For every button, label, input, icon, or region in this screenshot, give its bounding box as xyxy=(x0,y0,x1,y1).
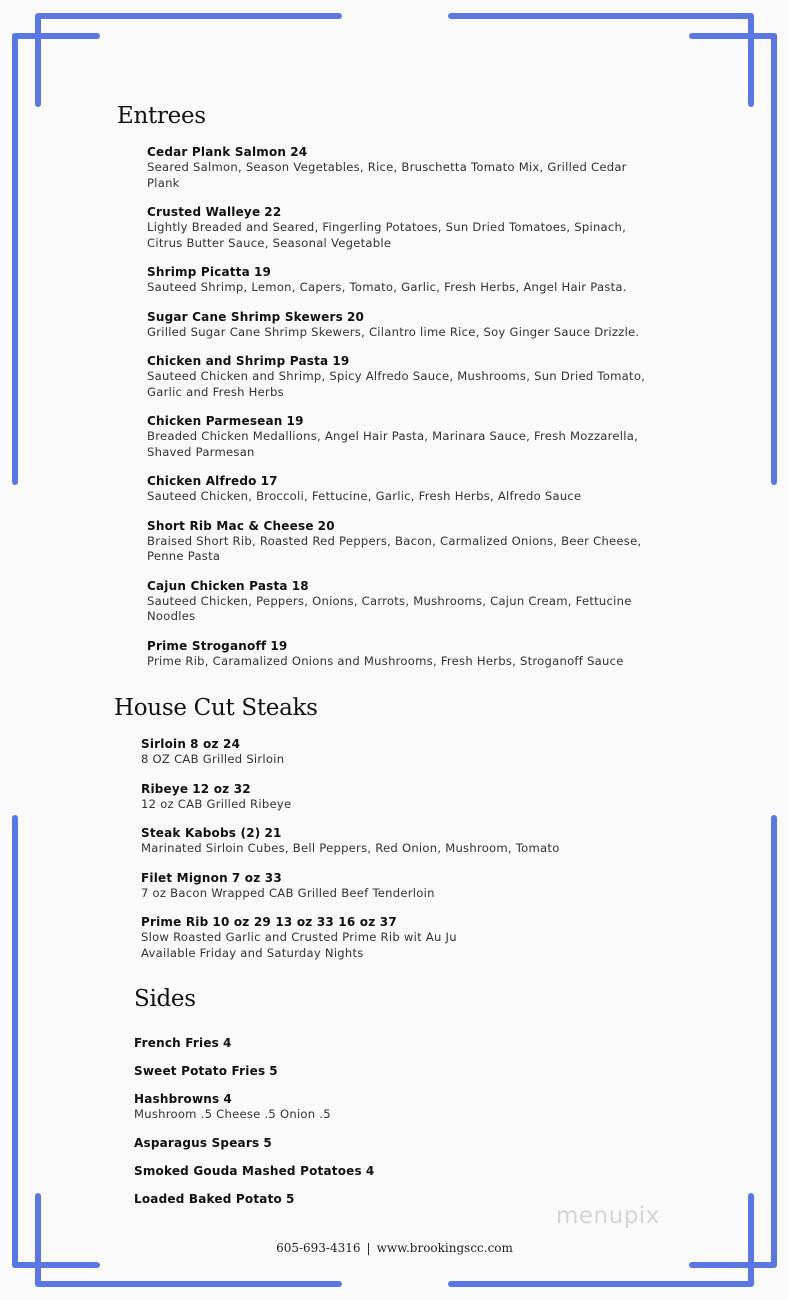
frame-bar-left-lower-inner xyxy=(35,1193,41,1287)
menu-item-description xyxy=(147,489,645,505)
menu-item-name: Loaded Baked Potato xyxy=(134,1191,282,1206)
menu-item-description xyxy=(147,369,645,400)
frame-bar-top-right-inner xyxy=(689,33,777,39)
menu-item-name: Sweet Potato Fries xyxy=(134,1064,266,1078)
menu-item-name: French Fries xyxy=(134,1036,220,1050)
menu-item-description-line: Braised Short Rib, Roasted Red Peppers, Bacon, Carmalized Onions, Beer Cheese, xyxy=(147,533,642,548)
menu-item xyxy=(147,638,645,670)
menu-item-description xyxy=(141,797,560,813)
menupix-watermark: menupix xyxy=(556,1203,660,1229)
frame-bar-top-right xyxy=(448,13,753,19)
menu-item-header xyxy=(141,781,560,797)
menu-item-price: 19 xyxy=(286,414,304,428)
menu-item-price: 10 oz 29 13 oz 33 16 oz 37 xyxy=(212,915,397,929)
frame-bar-top-left-inner xyxy=(12,33,100,39)
menu-item-description-line: Lightly Breaded and Seared, Fingerling Potatoes, Sun Dried Tomatoes, Spinach, xyxy=(147,220,627,234)
menu-item-description-line: Penne Pasta xyxy=(147,549,221,563)
menu-item xyxy=(134,1063,374,1079)
menu-item-price: 7 oz 33 xyxy=(231,870,282,885)
menu-item-description-line: Marinated Sirloin Cubes, Bell Peppers, Red Onion, Mushroom, Tomato xyxy=(141,841,560,855)
menu-item-description xyxy=(147,534,645,565)
menu-item-name: Chicken and Shrimp Pasta xyxy=(147,354,329,368)
menu-item-header xyxy=(147,309,645,325)
menu-item-header xyxy=(147,204,645,220)
menu-item-header xyxy=(141,825,560,841)
menu-item-name: Steak Kabobs (2) xyxy=(141,826,261,840)
menu-item-description xyxy=(147,654,645,670)
menu-item-description-line: 7 oz Bacon Wrapped CAB Grilled Beef Tenderloin xyxy=(141,885,435,900)
menu-item-price: 24 xyxy=(290,145,308,159)
menu-item-header xyxy=(141,736,560,752)
menu-item-description-line: Breaded Chicken Medallions, Angel Hair Pasta, Marinara Sauce, Fresh Mozzarella, xyxy=(147,429,639,443)
menu-item-price: 20 xyxy=(346,309,365,324)
menu-item-price: 17 xyxy=(260,474,278,488)
menu-item-description-line: Sauteed Chicken, Peppers, Onions, Carrots, Mushrooms, Cajun Cream, Fettucine xyxy=(147,593,632,608)
footer-separator: | xyxy=(366,1241,371,1255)
menu-item xyxy=(147,353,645,400)
menu-item xyxy=(147,473,645,505)
sides-list xyxy=(134,1035,374,1219)
frame-bar-right-lower-inner xyxy=(748,1193,754,1287)
menu-item-name: Asparagus Spears xyxy=(134,1135,260,1150)
menu-item-description-line: Noodles xyxy=(147,609,196,623)
menu-item-description-line: 8 OZ CAB Grilled Sirloin xyxy=(141,752,285,766)
menu-item-name: Smoked Gouda Mashed Potatoes xyxy=(134,1163,362,1178)
menu-item-price: 8 oz 24 xyxy=(190,737,241,751)
menu-item-name: Cajun Chicken Pasta xyxy=(147,578,288,593)
frame-bar-left-lower xyxy=(12,815,18,1267)
menu-item-header xyxy=(134,1035,374,1051)
menu-item-price: 5 xyxy=(269,1064,278,1078)
menu-item-name: Cedar Plank Salmon xyxy=(147,145,287,159)
menu-item-header xyxy=(147,413,645,429)
menu-item-header xyxy=(147,264,645,280)
menu-item xyxy=(134,1035,374,1051)
frame-bar-bottom-left xyxy=(37,1281,342,1287)
entrees-heading: Entrees xyxy=(117,103,206,129)
menu-item-price: 18 xyxy=(291,578,309,593)
menu-item-description-line: Grilled Sugar Cane Shrimp Skewers, Cilantro lime Rice, Soy Ginger Sauce Drizzle. xyxy=(147,324,640,339)
sides-heading: Sides xyxy=(134,986,196,1012)
menu-item-header xyxy=(141,870,560,886)
menu-item-name: Prime Stroganoff xyxy=(147,638,267,653)
menu-item-header xyxy=(134,1163,374,1179)
steaks-heading: House Cut Steaks xyxy=(114,695,318,721)
menu-item-name: Filet Mignon xyxy=(141,870,228,885)
menu-item-description xyxy=(134,1107,374,1123)
menu-item-description xyxy=(141,841,560,857)
menu-item-price: 4 xyxy=(223,1092,232,1106)
menu-item-description-line: Available Friday and Saturday Nights xyxy=(141,945,364,960)
menu-item-header xyxy=(147,638,645,654)
menu-item-name: Sirloin xyxy=(141,737,187,751)
menu-item-description xyxy=(147,594,645,625)
menu-item-header xyxy=(134,1091,374,1107)
menu-item-price: 5 xyxy=(263,1135,272,1150)
frame-bar-bottom-right xyxy=(448,1281,753,1287)
menu-item-description-line: Prime Rib, Caramalized Onions and Mushrooms, Fresh Herbs, Stroganoff Sauce xyxy=(147,653,624,668)
menu-item-name: Hashbrowns xyxy=(134,1092,220,1106)
menu-item-name: Chicken Alfredo xyxy=(147,474,257,488)
menu-item xyxy=(134,1191,374,1207)
frame-bar-top-left xyxy=(37,13,342,19)
menu-item-description xyxy=(147,160,645,191)
menu-item-price: 19 xyxy=(332,354,350,368)
menu-item-description-line: Shaved Parmesan xyxy=(147,444,255,459)
menu-item xyxy=(147,518,645,565)
menu-item xyxy=(147,204,645,251)
menu-item-description-line: Sauteed Chicken, Broccoli, Fettucine, Garlic, Fresh Herbs, Alfredo Sauce xyxy=(147,489,582,503)
menu-item xyxy=(141,825,560,857)
menu-item-name: Shrimp Picatta xyxy=(147,265,250,279)
menu-item-price: 4 xyxy=(365,1163,375,1178)
menu-item-description-line: Citrus Butter Sauce, Seasonal Vegetable xyxy=(147,235,392,250)
frame-bar-left-upper-inner xyxy=(35,13,41,107)
menu-item-price: 5 xyxy=(285,1191,295,1206)
menu-item-description-line: Seared Salmon, Season Vegetables, Rice, Bruschetta Tomato Mix, Grilled Cedar xyxy=(147,160,627,174)
menu-item-header xyxy=(147,144,645,160)
menu-item xyxy=(134,1091,374,1123)
menu-item xyxy=(147,264,645,296)
menu-item-header xyxy=(147,353,645,369)
menu-item-description xyxy=(141,886,560,902)
menu-item-price: 4 xyxy=(223,1036,232,1050)
menu-item-header xyxy=(147,578,645,594)
menu-item-price: 20 xyxy=(317,518,335,533)
menu-item-description xyxy=(147,280,645,296)
menu-item-header xyxy=(141,914,560,930)
frame-bar-right-lower xyxy=(771,815,777,1267)
frame-bar-right-upper xyxy=(771,33,777,485)
menu-item-price: 12 oz 32 xyxy=(192,781,251,796)
menu-item-description xyxy=(147,220,645,251)
menu-item-description-line: Mushroom .5 Cheese .5 Onion .5 xyxy=(134,1107,331,1121)
menu-item xyxy=(147,144,645,191)
footer-contact xyxy=(0,1241,789,1255)
frame-bar-right-upper-inner xyxy=(748,13,754,107)
footer-website[interactable]: www.brookingscc.com xyxy=(376,1241,513,1255)
menu-item-header xyxy=(134,1135,374,1151)
frame-bar-bottom-left-inner xyxy=(12,1262,100,1268)
menu-item-header xyxy=(147,518,645,534)
menu-item-description xyxy=(141,752,560,768)
menu-item-price: 19 xyxy=(270,638,288,653)
frame-bar-bottom-right-inner xyxy=(689,1262,777,1268)
menu-item-description xyxy=(147,325,645,341)
menu-item-description xyxy=(141,930,560,961)
menu-item xyxy=(134,1135,374,1151)
menu-item-header xyxy=(134,1063,374,1079)
menu-item xyxy=(141,914,560,961)
menu-item xyxy=(147,413,645,460)
menu-item xyxy=(147,578,645,625)
menu-item-name: Chicken Parmesean xyxy=(147,414,283,428)
menu-item-description-line: Slow Roasted Garlic and Crusted Prime Rib wit Au Ju xyxy=(141,930,457,944)
menu-item-name: Ribeye xyxy=(141,781,189,796)
menu-item-description-line: Garlic and Fresh Herbs xyxy=(147,384,284,399)
menu-item-price: 19 xyxy=(253,265,272,279)
menu-item-price: 21 xyxy=(264,826,282,840)
menu-item-description-line: 12 oz CAB Grilled Ribeye xyxy=(141,796,292,811)
entrees-list xyxy=(147,144,645,682)
menu-item xyxy=(134,1163,374,1179)
menu-item-name: Crusted Walleye xyxy=(147,205,261,219)
menu-item-name: Short Rib Mac & Cheese xyxy=(147,518,314,533)
menu-item-description-line: Sauteed Chicken and Shrimp, Spicy Alfredo Sauce, Mushrooms, Sun Dried Tomato, xyxy=(147,369,646,383)
menu-item xyxy=(141,870,560,902)
steaks-list xyxy=(141,736,560,974)
menu-item-description-line: Plank xyxy=(147,175,180,190)
menu-item-name: Sugar Cane Shrimp Skewers xyxy=(147,309,343,324)
menu-item-price: 22 xyxy=(264,205,282,219)
menu-item-header xyxy=(134,1191,374,1207)
footer-phone: 605-693-4316 xyxy=(276,1241,361,1255)
menu-item-header xyxy=(147,473,645,489)
menu-item-description xyxy=(147,429,645,460)
menu-item-description-line: Sauteed Shrimp, Lemon, Capers, Tomato, Garlic, Fresh Herbs, Angel Hair Pasta. xyxy=(147,280,627,294)
menu-item xyxy=(141,781,560,813)
menu-item xyxy=(141,736,560,768)
menu-item xyxy=(147,309,645,341)
menu-item-name: Prime Rib xyxy=(141,915,209,929)
frame-bar-left-upper xyxy=(12,33,18,485)
